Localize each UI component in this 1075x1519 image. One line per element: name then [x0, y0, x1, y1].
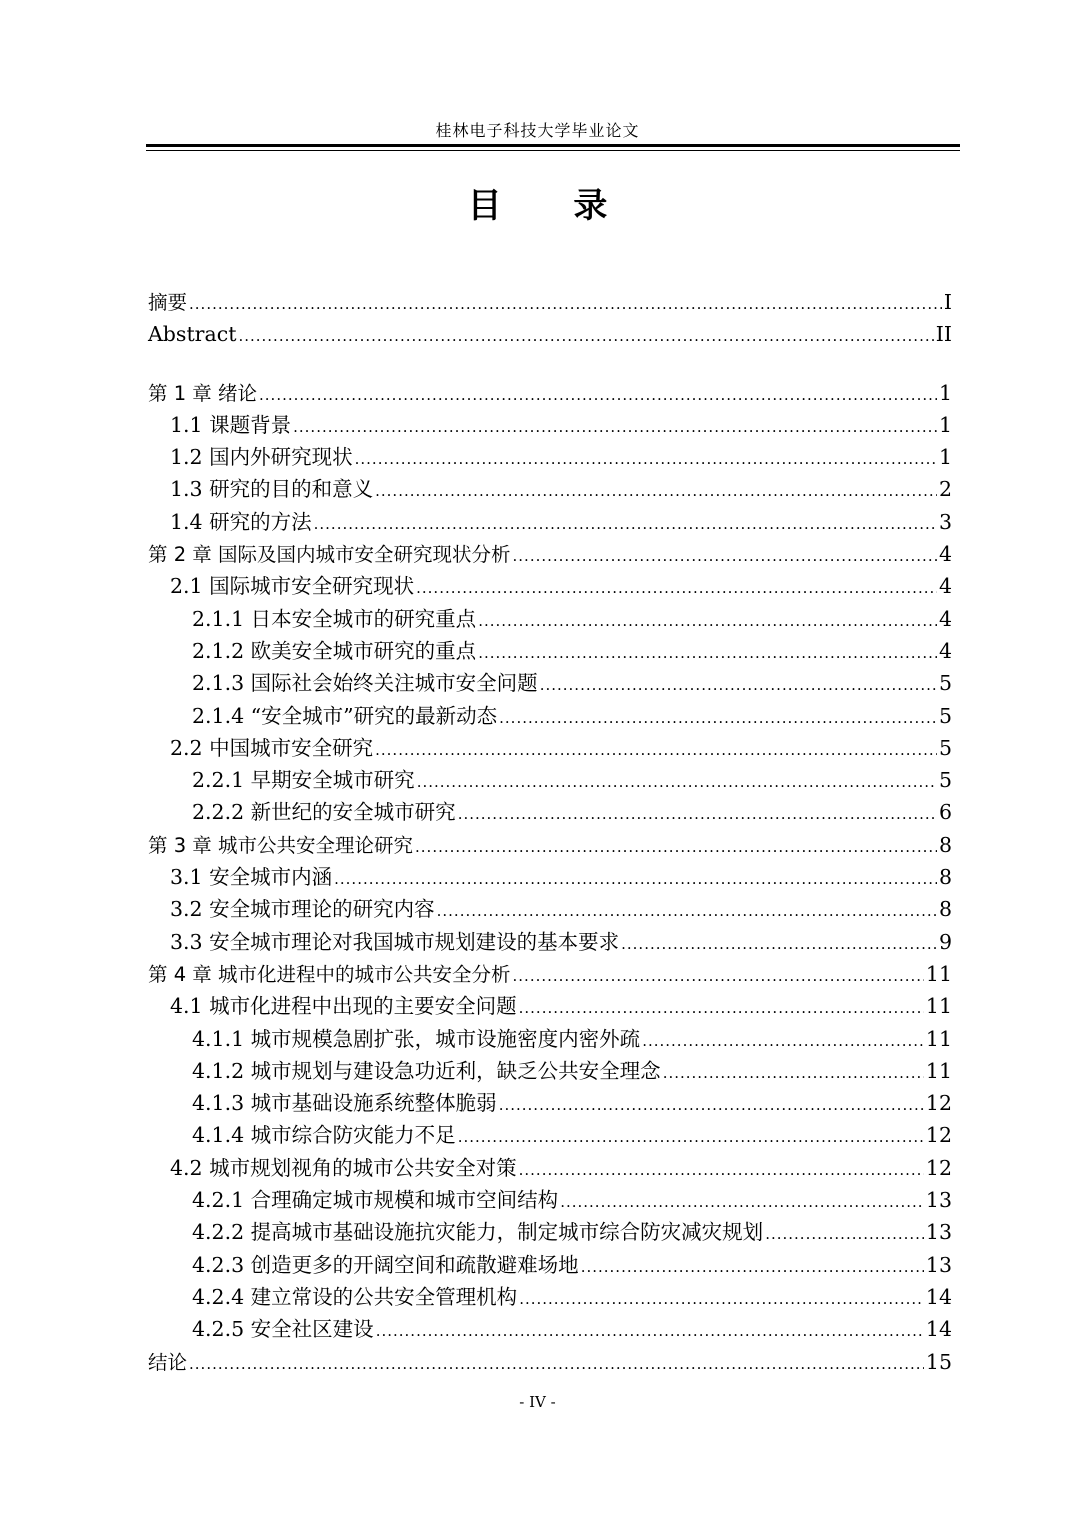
- toc-entry[interactable]: [148, 1152, 952, 1184]
- toc-entry[interactable]: [148, 958, 952, 990]
- dot-leader: [189, 288, 942, 320]
- dot-leader: [499, 1089, 924, 1121]
- toc-entry-page: 11: [925, 961, 952, 986]
- toc-entry[interactable]: [148, 829, 952, 861]
- toc-entry[interactable]: [148, 764, 952, 796]
- toc-entry[interactable]: [148, 732, 952, 764]
- running-header: 桂林电子科技大学毕业论文: [435, 121, 640, 140]
- toc-entry[interactable]: [148, 570, 952, 602]
- toc-entry[interactable]: [148, 286, 952, 318]
- toc-entry-label: 4.2.1 合理确定城市规模和城市空间结构: [192, 1188, 559, 1213]
- toc-entry[interactable]: [148, 635, 952, 667]
- dot-leader: [458, 1121, 924, 1153]
- toc-entry-label: 2.1 国际城市安全研究现状: [170, 574, 415, 599]
- dot-leader: [375, 734, 937, 766]
- toc-entry-label: Abstract: [148, 322, 237, 347]
- toc-entry-page: 5: [938, 735, 952, 760]
- toc-entry-page: 13: [925, 1220, 952, 1245]
- toc-entry-page: 1: [938, 412, 952, 437]
- toc-entry-page: 12: [925, 1123, 952, 1148]
- toc-entry-label: 2.2.1 早期安全城市研究: [192, 768, 415, 793]
- dot-leader: [519, 1154, 924, 1186]
- toc-entry-label: 4.1.1 城市规模急剧扩张，城市设施密度内密外疏: [192, 1026, 641, 1051]
- toc-entry-page: 3: [938, 509, 952, 534]
- toc-entry[interactable]: [148, 1087, 952, 1119]
- toc-entry-page: 13: [925, 1188, 952, 1213]
- toc-entry-page: 14: [925, 1317, 952, 1342]
- toc-entry-label: 2.1.2 欧美安全城市研究的重点: [192, 638, 477, 663]
- toc-entry-label: 4.1.4 城市综合防灾能力不足: [192, 1123, 456, 1148]
- table-of-contents: [148, 286, 952, 1378]
- toc-entry-page: 11: [925, 1026, 952, 1051]
- toc-entry-label: 第 2 章 国际及国内城市安全研究现状分析: [148, 543, 511, 567]
- toc-entry[interactable]: [148, 506, 952, 538]
- toc-entry-label: 1.4 研究的方法: [170, 509, 312, 534]
- dot-leader: [519, 1283, 924, 1315]
- dot-leader: [663, 1057, 924, 1089]
- toc-entry-label: 2.1.4 “安全城市”研究的最新动态: [192, 703, 498, 728]
- toc-entry-page: 13: [925, 1252, 952, 1277]
- toc-entry-label: 1.1 课题背景: [170, 412, 292, 437]
- toc-entry-page: 1: [938, 380, 952, 405]
- toc-entry-label: 4.2.2 提高城市基础设施抗灾能力，制定城市综合防灾减灾规划: [192, 1220, 764, 1245]
- toc-entry[interactable]: [148, 473, 952, 505]
- dot-leader: [437, 895, 937, 927]
- dot-leader: [355, 443, 937, 475]
- toc-entry[interactable]: [148, 667, 952, 699]
- toc-entry-label: 1.3 研究的目的和意义: [170, 477, 374, 502]
- toc-entry-page: 4: [938, 606, 952, 631]
- page-number: - IV -: [519, 1393, 556, 1411]
- toc-entry-label: 第 4 章 城市化进程中的城市公共安全分析: [148, 962, 511, 986]
- toc-entry-label: 3.2 安全城市理论的研究内容: [170, 897, 435, 922]
- dot-leader: [513, 540, 937, 572]
- toc-entry-page: 15: [925, 1349, 952, 1374]
- toc-entry-page: 11: [925, 994, 952, 1019]
- toc-entry-label: 摘要: [148, 291, 188, 314]
- toc-entry[interactable]: [148, 603, 952, 635]
- dot-leader: [293, 411, 937, 443]
- toc-entry-page: 14: [925, 1284, 952, 1309]
- dot-leader: [560, 1186, 924, 1218]
- toc-entry-label: 4.2.3 创造更多的开阔空间和疏散避难场地: [192, 1252, 579, 1277]
- toc-entry-page: 5: [938, 768, 952, 793]
- toc-entry-page: 4: [938, 542, 952, 567]
- toc-entry-label: 4.1 城市化进程中出现的主要安全问题: [170, 994, 517, 1019]
- dot-leader: [334, 863, 937, 895]
- toc-entry[interactable]: [148, 796, 952, 828]
- dot-leader: [478, 637, 937, 669]
- dot-leader: [416, 572, 937, 604]
- toc-entry-page: 8: [938, 897, 952, 922]
- toc-entry[interactable]: [148, 1281, 952, 1313]
- toc-entry-page: 8: [938, 832, 952, 857]
- dot-leader: [499, 702, 937, 734]
- toc-entry-page: 11: [925, 1058, 952, 1083]
- toc-entry-page: 5: [938, 703, 952, 728]
- header-rule-thick: [146, 144, 960, 147]
- toc-entry[interactable]: [148, 926, 952, 958]
- toc-entry-label: 第 1 章 绪论: [148, 381, 258, 405]
- toc-entry[interactable]: [148, 990, 952, 1022]
- toc-entry-label: 3.1 安全城市内涵: [170, 865, 333, 890]
- toc-entry-label: 3.3 安全城市理论对我国城市规划建设的基本要求: [170, 929, 620, 954]
- toc-entry-page: 9: [938, 929, 952, 954]
- toc-entry-page: 4: [938, 574, 952, 599]
- toc-entry-page: 5: [938, 671, 952, 696]
- toc-entry[interactable]: [148, 700, 952, 732]
- dot-leader: [376, 1315, 924, 1347]
- toc-entry-label: 1.2 国内外研究现状: [170, 445, 353, 470]
- dot-leader: [519, 992, 924, 1024]
- dot-leader: [375, 475, 937, 507]
- dot-leader: [513, 960, 924, 992]
- toc-entry-label: 结论: [148, 1350, 188, 1374]
- toc-entry[interactable]: [148, 377, 952, 409]
- dot-leader: [478, 605, 937, 637]
- page-title: 目 录: [467, 186, 638, 226]
- dot-leader: [238, 320, 933, 352]
- toc-entry-label: 4.2.5 安全社区建设: [192, 1317, 374, 1342]
- dot-leader: [581, 1251, 924, 1283]
- dot-leader: [417, 766, 937, 798]
- dot-leader: [621, 928, 937, 960]
- header-rule-thin: [146, 150, 960, 151]
- toc-entry-page: 12: [925, 1091, 952, 1116]
- toc-entry-page: 4: [938, 638, 952, 663]
- toc-entry-page: 6: [938, 800, 952, 825]
- dot-leader: [189, 1348, 924, 1380]
- toc-entry-label: 2.2.2 新世纪的安全城市研究: [192, 800, 456, 825]
- toc-entry[interactable]: [148, 893, 952, 925]
- dot-leader: [458, 798, 937, 830]
- toc-entry[interactable]: [148, 1184, 952, 1216]
- toc-entry-page: 2: [938, 477, 952, 502]
- dot-leader: [765, 1218, 924, 1250]
- toc-entry-label: 2.2 中国城市安全研究: [170, 735, 374, 760]
- toc-entry[interactable]: [148, 409, 952, 441]
- toc-entry[interactable]: [148, 861, 952, 893]
- toc-entry-page: 8: [938, 865, 952, 890]
- toc-entry[interactable]: [148, 441, 952, 473]
- toc-entry-page: 12: [925, 1155, 952, 1180]
- toc-entry-label: 4.2 城市规划视角的城市公共安全对策: [170, 1155, 517, 1180]
- toc-entry[interactable]: [148, 1023, 952, 1055]
- dot-leader: [259, 379, 937, 411]
- toc-entry-label: 2.1.1 日本安全城市的研究重点: [192, 606, 477, 631]
- toc-entry[interactable]: [148, 318, 952, 350]
- toc-entry-label: 4.1.2 城市规划与建设急功近利，缺乏公共安全理念: [192, 1058, 661, 1083]
- dot-leader: [642, 1025, 924, 1057]
- dot-leader: [314, 508, 937, 540]
- toc-entry-label: 4.1.3 城市基础设施系统整体脆弱: [192, 1091, 497, 1116]
- toc-entry-page: 1: [938, 445, 952, 470]
- toc-entry[interactable]: [148, 1346, 952, 1378]
- toc-entry[interactable]: [148, 1055, 952, 1087]
- toc-entry[interactable]: [148, 1313, 952, 1345]
- toc-entry[interactable]: [148, 1119, 952, 1151]
- toc-entry-label: 2.1.3 国际社会始终关注城市安全问题: [192, 671, 538, 696]
- toc-entry-page: II: [935, 322, 952, 347]
- dot-leader: [415, 831, 937, 863]
- toc-entry-label: 第 3 章 城市公共安全理论研究: [148, 833, 414, 857]
- toc-entry[interactable]: [148, 538, 952, 570]
- toc-entry[interactable]: [148, 1216, 952, 1248]
- toc-entry[interactable]: [148, 1249, 952, 1281]
- dot-leader: [540, 669, 937, 701]
- toc-entry-page: I: [943, 290, 952, 314]
- toc-entry-label: 4.2.4 建立常设的公共安全管理机构: [192, 1284, 518, 1309]
